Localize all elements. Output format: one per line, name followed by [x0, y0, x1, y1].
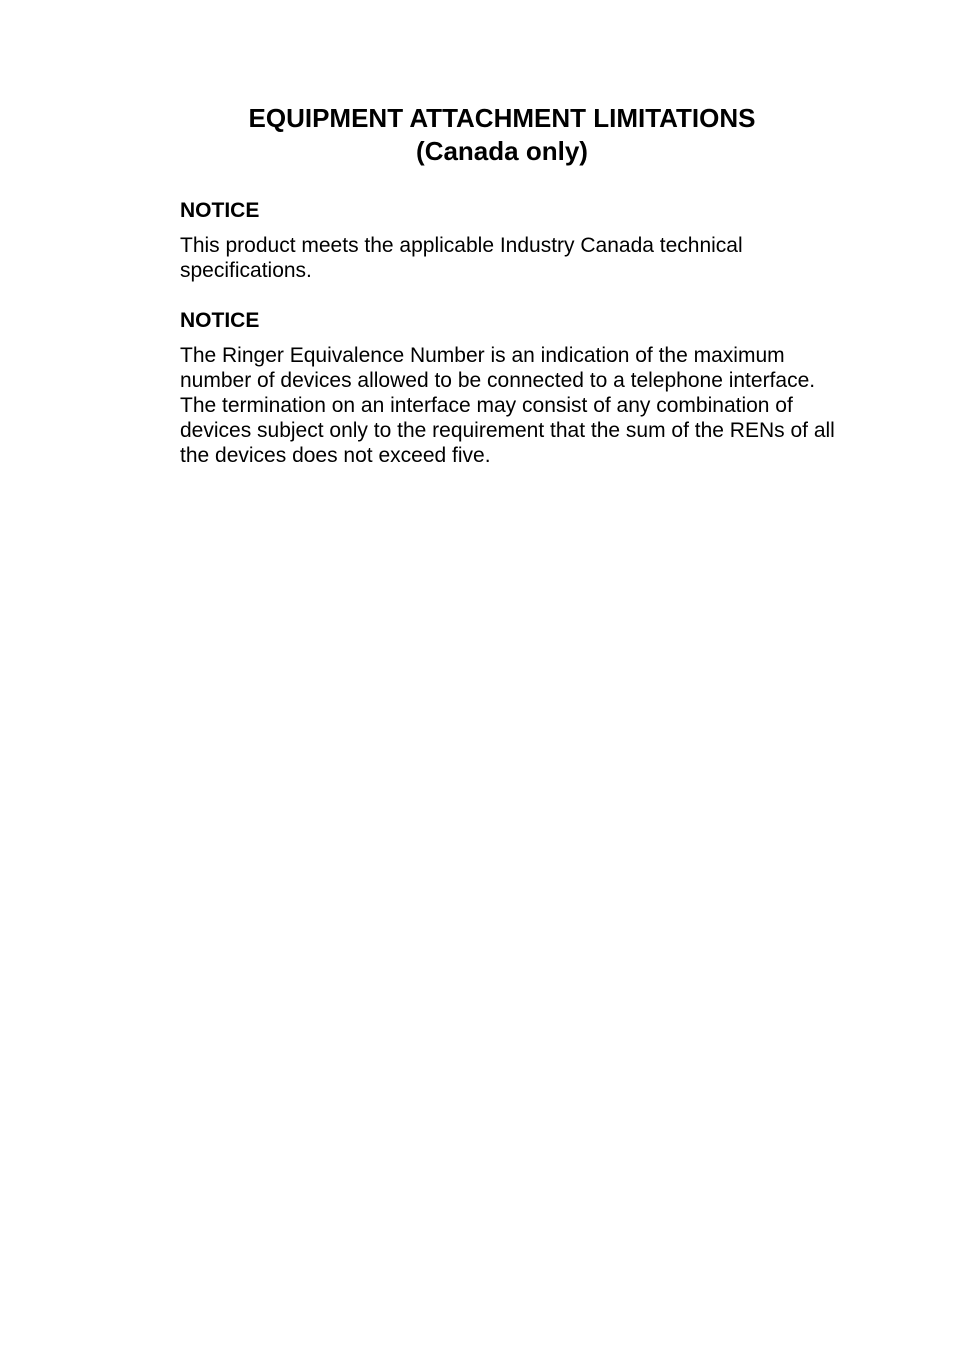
notice-section-2 [180, 308, 880, 468]
document-content [180, 198, 880, 468]
page-title [180, 102, 824, 168]
title-line-2: (Canada only) [416, 136, 588, 166]
notice-heading-1: NOTICE [180, 199, 260, 222]
notice-2-line-2: number of devices allowed to be connected to a telephone interface. [180, 369, 816, 392]
notice-body-1 [180, 233, 880, 283]
notice-1-line-2: specifications. [180, 259, 312, 282]
notice-section-1 [180, 198, 880, 283]
notice-2-line-5: the devices does not exceed five. [180, 444, 491, 467]
notice-heading-2: NOTICE [180, 309, 260, 332]
notice-2-line-3: The termination on an interface may consist of any combination of [180, 394, 793, 417]
notice-1-line-1: This product meets the applicable Industry Canada technical [180, 234, 743, 257]
notice-2-line-4: devices subject only to the requirement that the sum of the RENs of all [180, 419, 835, 442]
notice-2-line-1: The Ringer Equivalence Number is an indication of the maximum [180, 344, 785, 367]
notice-body-2 [180, 343, 880, 468]
title-line-1: EQUIPMENT ATTACHMENT LIMITATIONS [248, 103, 756, 133]
